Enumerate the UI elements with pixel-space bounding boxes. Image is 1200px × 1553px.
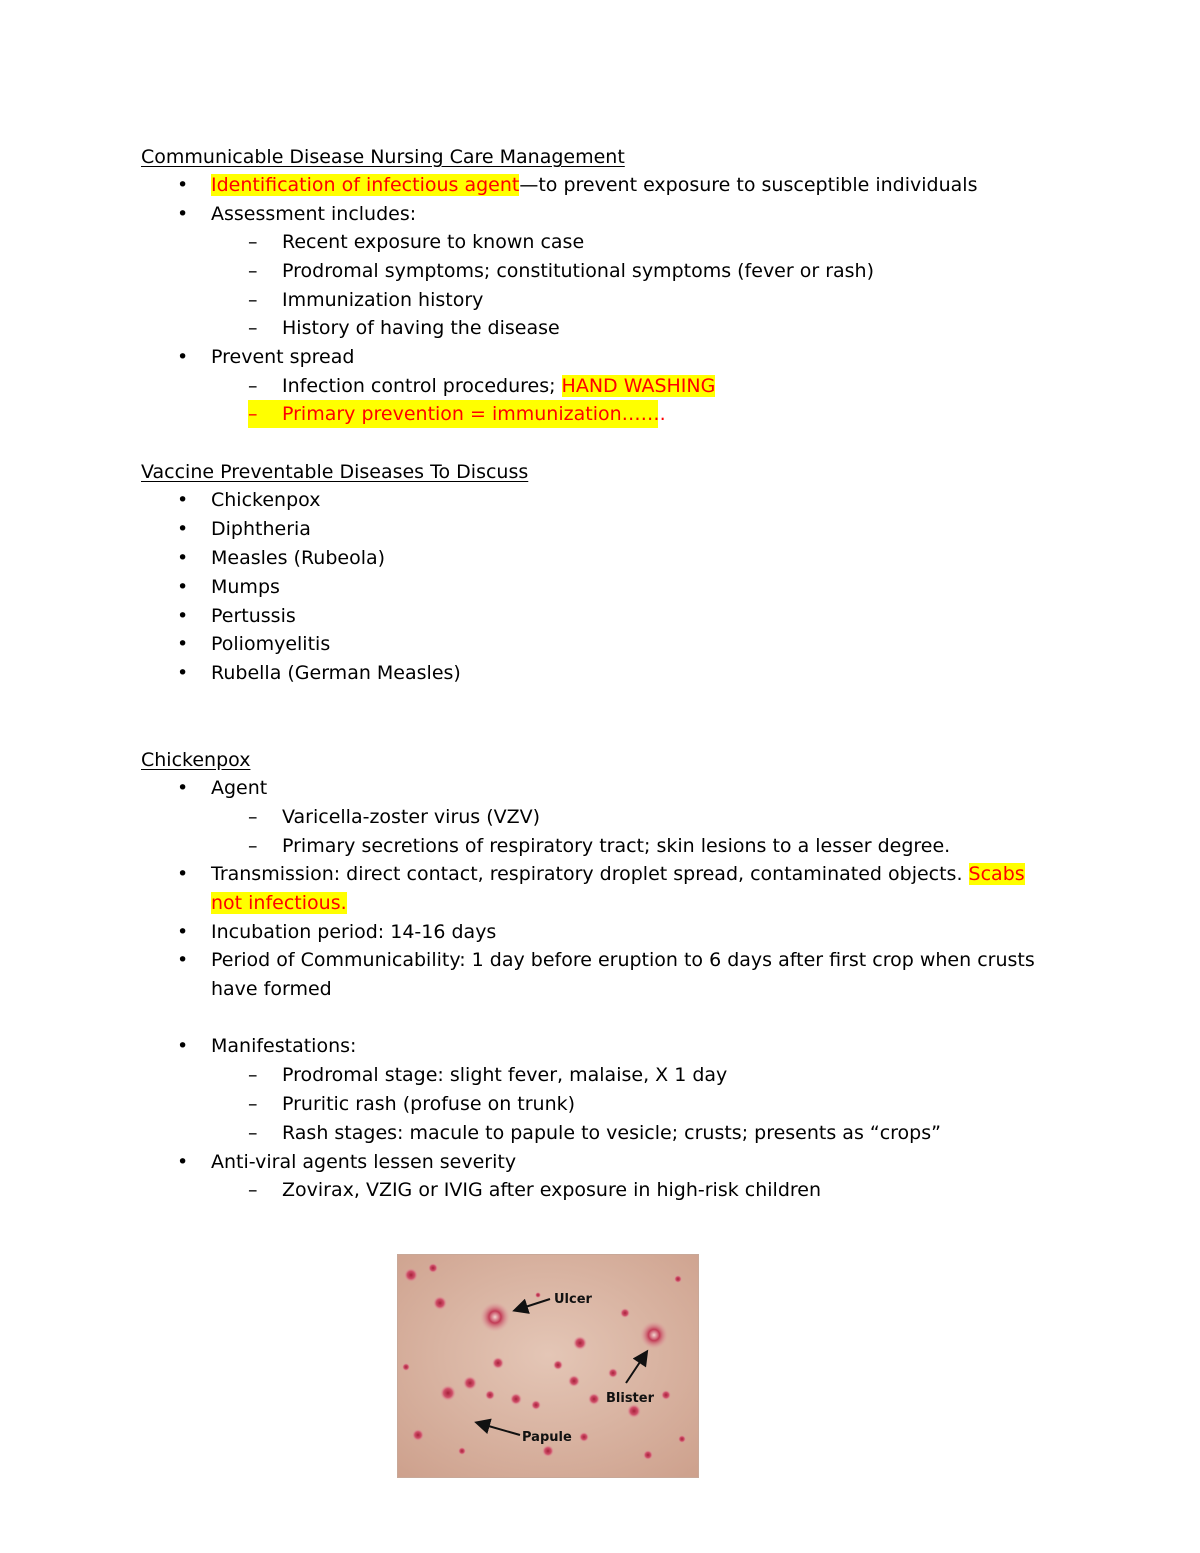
blister-label: Blister	[606, 1391, 655, 1406]
sub-item: Primary secretions of respiratory tract; skin lesions to a lesser degree.	[282, 835, 951, 857]
sub-item: Zovirax, VZIG or IVIG after exposure in high-risk children	[282, 1179, 822, 1201]
list-item-text: Transmission: direct contact, respiratory droplet spread, contaminated objects.	[211, 863, 969, 885]
bullet-marker: •	[177, 863, 189, 885]
list-item-incubation: Incubation period: 14-16 days	[211, 921, 497, 943]
bullet-marker: •	[177, 777, 189, 799]
bullet-marker: •	[177, 576, 189, 598]
list-item-transmission-continued	[211, 889, 347, 917]
bullet-marker: •	[177, 662, 189, 684]
sub-item: History of having the disease	[282, 317, 560, 339]
sub-item: Pruritic rash (profuse on trunk)	[282, 1093, 576, 1115]
bullet-marker: •	[177, 518, 189, 540]
bullet-marker: •	[177, 1151, 189, 1173]
list-item-text: —to prevent exposure to susceptible individuals	[519, 174, 978, 196]
list-item-prevent-spread: Prevent spread	[211, 346, 355, 368]
dash-marker: –	[248, 1179, 258, 1201]
sub-item: Immunization history	[282, 289, 484, 311]
list-item-antiviral: Anti-viral agents lessen severity	[211, 1151, 517, 1173]
list-item-identification	[211, 171, 977, 199]
sub-item: Varicella-zoster virus (VZV)	[282, 806, 541, 828]
list-item-assessment: Assessment includes:	[211, 203, 417, 225]
list-item-disease: Diphtheria	[211, 518, 311, 540]
bullet-marker: •	[177, 346, 189, 368]
list-item-disease: Chickenpox	[211, 489, 321, 511]
list-item-communicability: Period of Communicability: 1 day before eruption to 6 days after first crop when crusts	[211, 949, 1035, 971]
dash-marker: –	[248, 317, 258, 339]
highlighted-text: not infectious.	[211, 892, 347, 914]
lesion-illustration	[398, 1255, 698, 1477]
dash-marker: –	[248, 403, 258, 425]
bullet-marker: •	[177, 921, 189, 943]
bullet-marker: •	[177, 547, 189, 569]
dash-marker: –	[248, 806, 258, 828]
highlighted-text: Scabs	[968, 863, 1025, 885]
highlighted-text: Primary prevention = immunization…….	[282, 403, 666, 425]
sub-item: Recent exposure to known case	[282, 231, 585, 253]
dash-marker: –	[248, 260, 258, 282]
highlighted-text: Identification of infectious agent	[211, 174, 520, 196]
chickenpox-lesions-figure	[397, 1254, 699, 1478]
dash-marker: –	[248, 375, 258, 397]
dash-marker: –	[248, 1093, 258, 1115]
sub-item: Prodromal symptoms; constitutional symptoms (fever or rash)	[282, 260, 875, 282]
sub-item: Rash stages: macule to papule to vesicle; crusts; presents as “crops”	[282, 1122, 941, 1144]
bullet-marker: •	[177, 949, 189, 971]
list-item-disease: Pertussis	[211, 605, 296, 627]
sub-item: Prodromal stage: slight fever, malaise, X 1 day	[282, 1064, 728, 1086]
highlighted-text: HAND WASHING	[561, 375, 716, 397]
sub-item-infection-control	[282, 372, 715, 400]
list-item-manifestations: Manifestations:	[211, 1035, 357, 1057]
bullet-marker: •	[177, 633, 189, 655]
bullet-marker: •	[177, 203, 189, 225]
list-item-disease: Measles (Rubeola)	[211, 547, 386, 569]
list-item-disease: Poliomyelitis	[211, 633, 331, 655]
dash-marker: –	[248, 1064, 258, 1086]
bullet-marker: •	[177, 174, 189, 196]
sub-item-text: Infection control procedures;	[282, 375, 562, 397]
section-heading-vaccine-diseases: Vaccine Preventable Diseases To Discuss	[141, 461, 529, 483]
dash-marker: –	[248, 289, 258, 311]
ulcer-label: Ulcer	[554, 1292, 592, 1307]
dash-marker: –	[248, 835, 258, 857]
list-item-agent: Agent	[211, 777, 268, 799]
dash-marker: –	[248, 231, 258, 253]
dash-marker: –	[248, 1122, 258, 1144]
bullet-marker: •	[177, 1035, 189, 1057]
list-item-communicability-continued: have formed	[211, 978, 332, 1000]
list-item-transmission	[211, 860, 1025, 888]
section-heading-chickenpox: Chickenpox	[141, 749, 251, 771]
bullet-marker: •	[177, 489, 189, 511]
list-item-disease: Mumps	[211, 576, 280, 598]
papule-label: Papule	[522, 1430, 572, 1445]
bullet-marker: •	[177, 605, 189, 627]
section-heading-nursing-care: Communicable Disease Nursing Care Management	[141, 146, 625, 168]
sub-item-primary-prevention	[248, 400, 666, 428]
list-item-disease: Rubella (German Measles)	[211, 662, 461, 684]
